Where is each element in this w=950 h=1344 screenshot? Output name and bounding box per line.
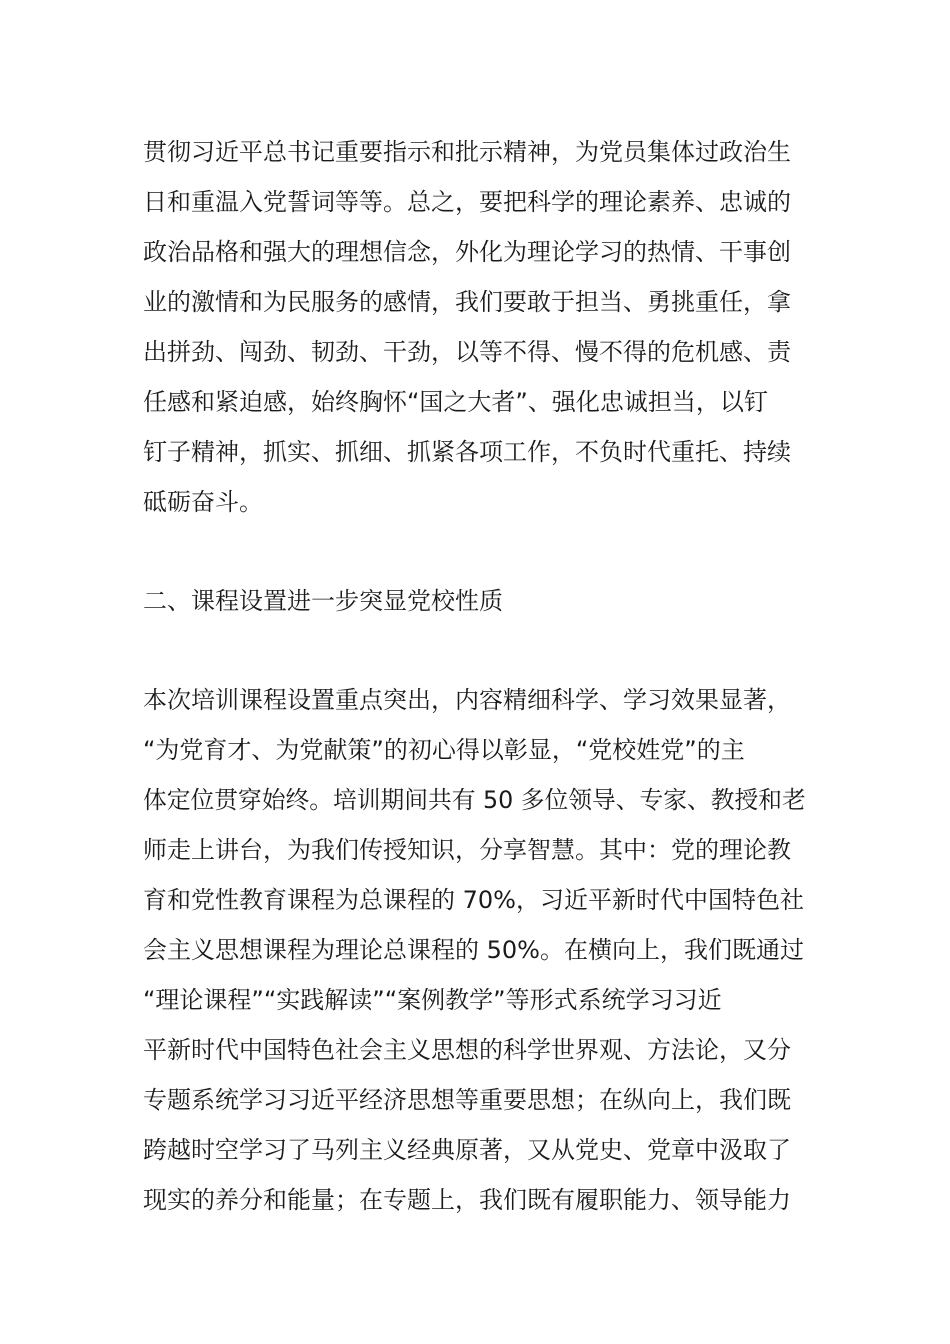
paragraph-2-line-9: 专题系统学习习近平经济思想等重要思想；在纵向上，我们既 (143, 1086, 791, 1114)
paragraph-1-line-6: 任感和紧迫感，始终胸怀“国之大者”、强化忠诚担当，以钉 (143, 388, 768, 416)
paragraph-1-line-7: 钉子精神，抓实、抓细、抓紧各项工作，不负时代重托、持续 (143, 438, 791, 466)
paragraph-2-line-5: 育和党性教育课程为总课程的 70%，习近平新时代中国特色社 (143, 886, 804, 914)
paragraph-2-line-3: 体定位贯穿始终。培训期间共有 50 多位领导、专家、教授和老 (143, 786, 806, 814)
paragraph-1-line-1: 贯彻习近平总书记重要指示和批示精神，为党员集体过政治生 (143, 138, 791, 166)
paragraph-1-line-8: 砥砺奋斗。 (143, 488, 263, 516)
paragraph-2-line-4: 师走上讲台，为我们传授知识，分享智慧。其中：党的理论教 (143, 836, 791, 864)
paragraph-2-line-11: 现实的养分和能量；在专题上，我们既有履职能力、领导能力 (143, 1186, 791, 1214)
paragraph-1-line-5: 出拼劲、闯劲、韧劲、干劲，以等不得、慢不得的危机感、责 (143, 338, 791, 366)
section-heading: 二、课程设置进一步突显党校性质 (143, 587, 503, 615)
paragraph-1-line-2: 日和重温入党誓词等等。总之，要把科学的理论素养、忠诚的 (143, 188, 791, 216)
paragraph-1-line-4: 业的激情和为民服务的感情，我们要敢于担当、勇挑重任，拿 (143, 288, 791, 316)
paragraph-2-line-10: 跨越时空学习了马列主义经典原著，又从党史、党章中汲取了 (143, 1136, 791, 1164)
paragraph-2-line-8: 平新时代中国特色社会主义思想的科学世界观、方法论，又分 (143, 1036, 791, 1064)
paragraph-2-line-2: “为党育才、为党献策”的初心得以彰显，“党校姓党”的主 (143, 736, 745, 764)
paragraph-2-line-7: “理论课程”“实践解读”“案例教学”等形式系统学习习近 (143, 986, 722, 1014)
paragraph-2-line-6: 会主义思想课程为理论总课程的 50%。在横向上，我们既通过 (143, 936, 804, 964)
paragraph-2-line-1: 本次培训课程设置重点突出，内容精细科学、学习效果显著， (143, 686, 791, 714)
paragraph-1-line-3: 政治品格和强大的理想信念，外化为理论学习的热情、干事创 (143, 238, 791, 266)
